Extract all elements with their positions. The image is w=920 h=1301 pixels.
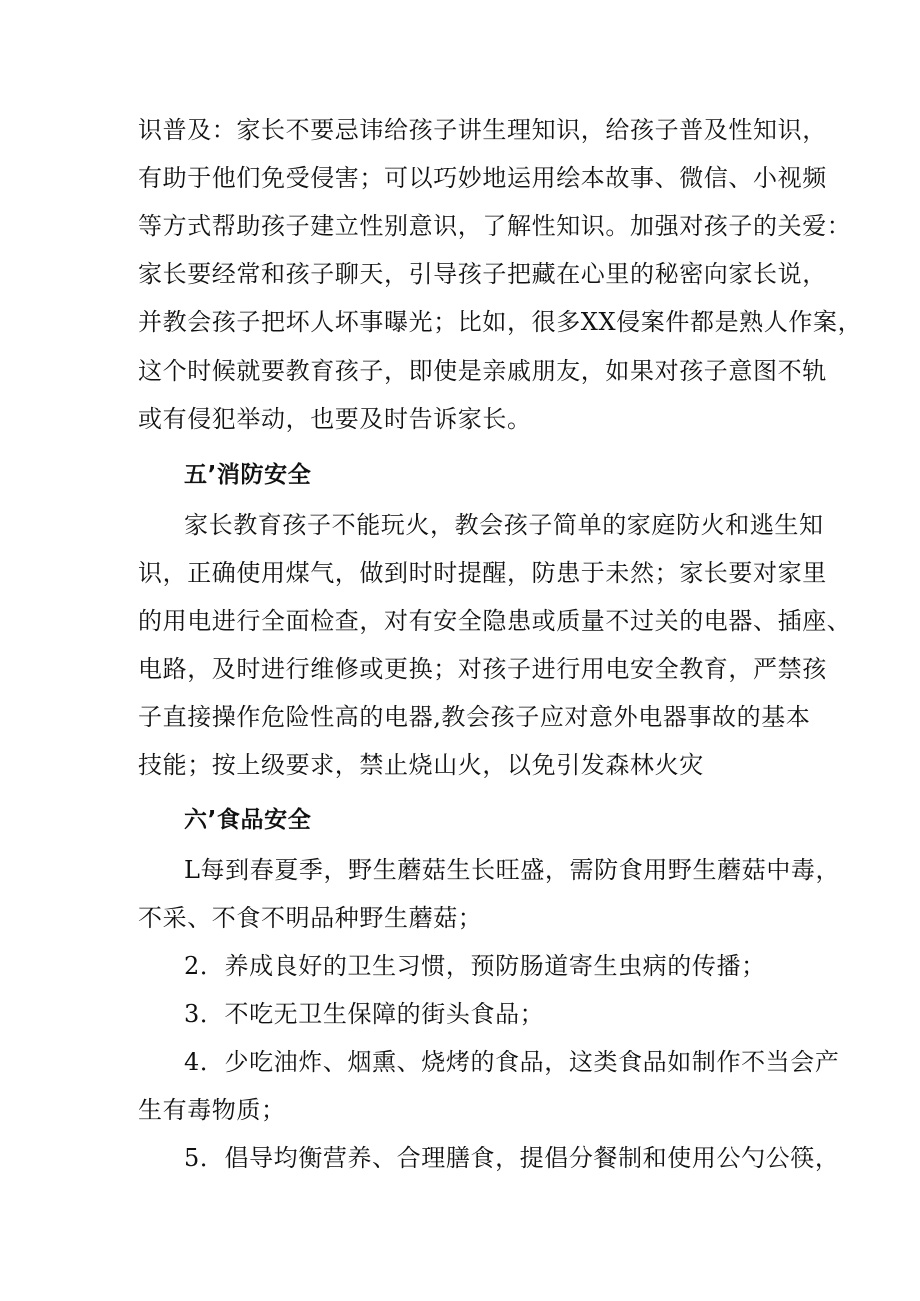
paragraph-line: 家长教育孩子不能玩火，教会孩子简单的家庭防火和逃生知 xyxy=(184,511,824,539)
paragraph-line: 的用电进行全面检查，对有安全隐患或质量不过关的电器、插座、 xyxy=(138,607,852,635)
paragraph-line: 技能；按上级要求，禁止烧山火，以免引发森林火灾 xyxy=(138,751,704,779)
list-item-line: 3．不吃无卫生保障的街头食品； xyxy=(184,1000,545,1028)
paragraph-line: 这个时候就要教育孩子，即使是亲戚朋友，如果对孩子意图不轨 xyxy=(138,357,827,385)
paragraph-line: 有助于他们免受侵害；可以巧妙地运用绘本故事、微信、小视频 xyxy=(138,164,827,192)
list-item-line: L每到春夏季，野生蘑菇生长旺盛，需防食用野生蘑菇中毒， xyxy=(184,856,841,884)
paragraph-line: 识普及：家长不要忌讳给孩子讲生理知识，给孩子普及性知识， xyxy=(138,116,827,144)
paragraph-line: 家长要经常和孩子聊天，引导孩子把藏在心里的秘密向家长说， xyxy=(138,260,827,288)
paragraph-line: 电路，及时进行维修或更换；对孩子进行用电安全教育，严禁孩 xyxy=(138,655,827,683)
section-heading-food-safety: 六’食品安全 xyxy=(184,807,312,833)
list-item-line: 5．倡导均衡营养、合理膳食，提倡分餐制和使用公勺公筷， xyxy=(184,1144,840,1172)
section-heading-fire-safety: 五’消防安全 xyxy=(184,462,312,488)
paragraph-line: 并教会孩子把坏人坏事曝光；比如，很多XX侵案件都是熟人作案， xyxy=(138,308,863,336)
paragraph-line: 识，正确使用煤气，做到时时提醒，防患于未然；家长要对家里 xyxy=(138,559,827,587)
list-item-line: 2．养成良好的卫生习惯，预防肠道寄生虫病的传播； xyxy=(184,952,766,980)
list-item-line: 4．少吃油炸、烟熏、烧烤的食品，这类食品如制作不当会产 xyxy=(184,1048,840,1076)
paragraph-line: 或有侵犯举动，也要及时告诉家长。 xyxy=(138,405,532,433)
paragraph-line: 等方式帮助孩子建立性别意识，了解性知识。加强对孩子的关爱： xyxy=(138,212,852,240)
list-item-line: 不采、不食不明品种野生蘑菇； xyxy=(138,904,483,932)
list-item-line: 生有毒物质； xyxy=(138,1096,286,1124)
paragraph-line: 子直接操作危险性高的电器,教会孩子应对意外电器事故的基本 xyxy=(138,703,811,731)
